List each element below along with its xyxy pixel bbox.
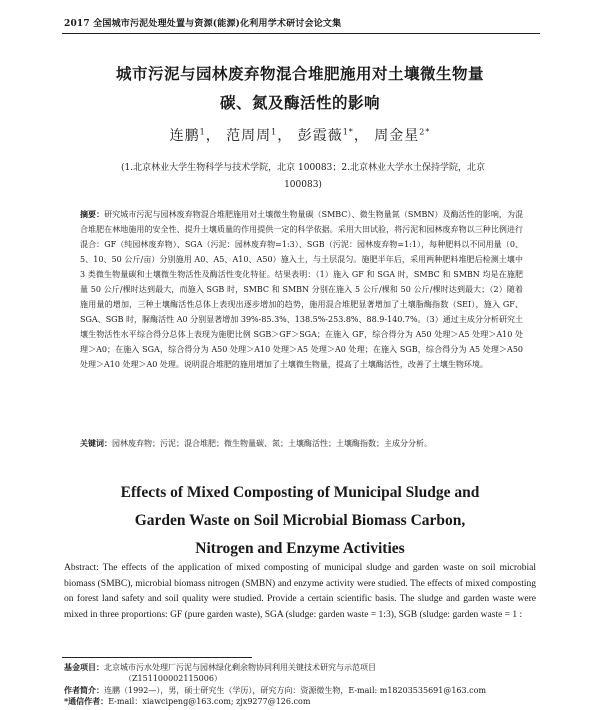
abstract-text: 研究城市污泥与园林废弃物混合堆肥施用对土壤微生物量碳（SMBC）、微生物量氮（SMBN）及酶活性的影响，为混合堆肥在林地施用的安全性、提升土壤质量的作用提供一定的科学依据。采用大田试验，将污泥和园林废弃物以三种比例进行混合：GF（纯园林废弃物）、SGA（污泥：园林废弃物=1:3）、SGB（污泥：园林废弃物=1:1），每种肥料以不同用量（0、5、10、50 公斤/亩）分别施用 A0、A5、A10、A50）施入土，与土层混匀。施肥半年后，采用两种肥料堆肥后检测土壤中 3 类微生物量碳和土壤微生物活性及酶活性变化特征。结果表明：（1）施入 GF 和 SGA 时，SMBC 和 SMBN 均是在施肥量 50 公斤/棵时达到最大，而施入 SGB 时，SMBC 和 SMBN 分别在施入 5 公斤/棵和 50 公斤/棵时达到最大；（2）随着施用量的增加，三种土壤酶活性总体上表现出逐步增加的趋势，施用混合堆肥显著增加了土壤脂酶指数（SEI），施入 GF、SGA、SGB 时，脲酶活性 A0 分别显著增加 39%-85.3%、138.5%-253.8%、88.9-140.7%。（3）通过主成分分析研究土壤生物活性水平综合得分总体上表现为施肥比例 SGB＞GF＞SGA；在施入 GF，综合得分为 A50 处理＞A5 处理＞A10 处理＞A0；在施入 SGA，综合得分为 A50 处理＞A10 处理＞A5 处理＞A0 处理；在施入 SGB，综合得分为 A5 处理＞A50 处理＞A10 处理＞A0 处理。说明混合堆肥的施用增加了土壤微生物量，提高了土壤酶活性，改善了土壤生物环境。 xyxy=(80,210,524,369)
english-title-line-2: Garden Waste on Soil Microbial Biomass Carbon, xyxy=(134,512,466,529)
author-mark: 2* xyxy=(419,127,431,137)
running-header: 2017 全国城市污泥处理处置与资源(能源)化利用学术研讨会论文集 xyxy=(64,19,342,29)
keywords-text: 园林废弃物；污泥；混合堆肥；微生物量碳、氮；土壤酶活性；土壤酶指数；主成分分析。 xyxy=(112,439,432,448)
funding-label: 基金项目： xyxy=(64,662,104,672)
header-rule xyxy=(62,33,540,34)
affiliation-line-1: (1.北京林业大学生物科学与技术学院，北京 100083；2.北京林业大学水土保持学院，北京 xyxy=(121,163,485,173)
corresponding-label: *通信作者： xyxy=(64,696,109,706)
funding-code: （Z151100002115006） xyxy=(124,674,222,683)
author-mark: 1* xyxy=(342,127,354,137)
english-abstract-text: The effects of the application of mixed composting of municipal sludge and garden waste on soil microbial biomass (SMBC), microbial biomass nitrogen (SMBN) and enzyme activity were studied. The effects of mixed composting on forest land safety and soil quality were studied. Provide a certain scientific basis. The sludge and garden waste were mixed in three proportions: GF (pure garden waste), SGA (sludge: garden waste = 1:3), SGB (sludge: garden waste = 1 : xyxy=(64,563,536,620)
author-name: 彭霞薇 xyxy=(297,128,343,144)
author-mark: 1 xyxy=(271,127,278,137)
english-abstract xyxy=(64,561,536,623)
affiliation-line-2: 100083) xyxy=(284,180,322,190)
funding-note xyxy=(64,662,540,684)
english-abstract-label: Abstract: xyxy=(64,563,99,573)
author-bio-text: 连鹏（1992—），男，硕士研究生（学历），研究方向：资源微生物，E-mail: m18203535691@163.com xyxy=(104,686,487,695)
author-list: 连鹏$^1$， 范周周$^1$， 彭霞薇$^{1*}$， 周金星$^{2*}$ xyxy=(169,127,431,144)
author-name: 范周周 xyxy=(226,128,272,144)
chinese-title-line-1: 城市污泥与园林废弃物混合堆肥施用对土壤微生物量 xyxy=(115,65,484,83)
keywords-label: 关键词： xyxy=(80,438,112,448)
author-mark: 1 xyxy=(199,127,206,137)
english-title-line-1: Effects of Mixed Composting of Municipal Sludge and xyxy=(120,484,480,501)
author-name: 连鹏 xyxy=(169,128,200,144)
chinese-abstract xyxy=(80,207,523,372)
author-bio-note xyxy=(64,685,540,696)
author-name: 周金星 xyxy=(374,128,420,144)
author-bio-label: 作者简介： xyxy=(64,685,104,695)
corresponding-text: E-mail：xiawcipeng@163.com; zjx9277@126.com xyxy=(108,697,311,706)
chinese-keywords xyxy=(80,436,523,451)
english-title-line-3: Nitrogen and Enzyme Activities xyxy=(195,540,405,557)
footnote-rule xyxy=(62,657,252,658)
funding-text: 北京城市污水处理厂污泥与园林绿化剩余物协同利用关键技术研究与示范项目 xyxy=(104,663,376,672)
abstract-label: 摘要： xyxy=(80,209,105,219)
chinese-title-line-2: 碳、氮及酶活性的影响 xyxy=(219,94,380,112)
corresponding-author-note xyxy=(64,696,540,707)
